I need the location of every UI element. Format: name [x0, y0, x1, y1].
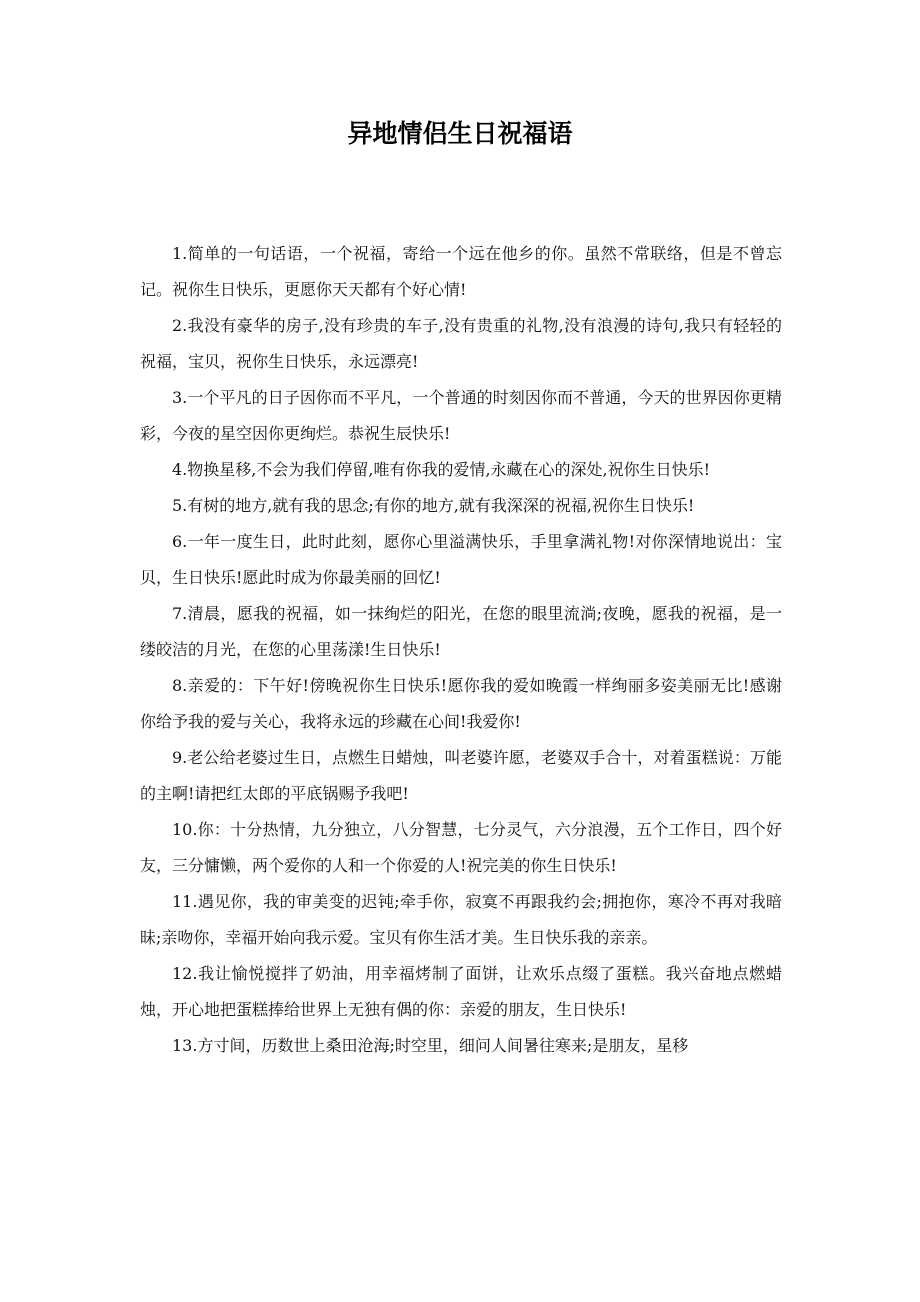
paragraph-4: 4.物换星移,不会为我们停留,唯有你我的爱情,永藏在心的深处,祝你生日快乐!: [172, 460, 711, 479]
paragraph-9: 9.老公给老婆过生日，点燃生日蜡烛，叫老婆许愿，老婆双手合十，对着蛋糕说：万能的主啊!请把红太郎的平底锅赐予我吧!: [140, 748, 782, 803]
paragraph-3: 3.一个平凡的日子因你而不平凡，一个普通的时刻因你而不普通，今天的世界因你更精彩，今夜的星空因你更绚烂。恭祝生辰快乐!: [140, 388, 782, 443]
paragraph-12: 12.我让愉悦搅拌了奶油，用幸福烤制了面饼，让欢乐点缀了蛋糕。我兴奋地点燃蜡烛，开心地把蛋糕捧给世界上无独有偶的你：亲爱的朋友，生日快乐!: [140, 964, 782, 1019]
paragraph-1: 1.简单的一句话语，一个祝福，寄给一个远在他乡的你。虽然不常联络，但是不曾忘记。祝你生日快乐，更愿你天天都有个好心情!: [140, 244, 782, 299]
paragraph-6: 6.一年一度生日，此时此刻，愿你心里溢满快乐，手里拿满礼物!对你深情地说出：宝贝，生日快乐!愿此时成为你最美丽的回忆!: [140, 532, 782, 587]
document-body: [140, 236, 782, 1064]
paragraph-2: 2.我没有豪华的房子,没有珍贵的车子,没有贵重的礼物,没有浪漫的诗句,我只有轻轻的祝福，宝贝，祝你生日快乐，永远漂亮!: [140, 316, 782, 371]
paragraph-8: 8.亲爱的：下午好!傍晚祝你生日快乐!愿你我的爱如晚霞一样绚丽多姿美丽无比!感谢你给予我的爱与关心，我将永远的珍藏在心间!我爱你!: [140, 676, 782, 731]
paragraph-10: 10.你：十分热情，九分独立，八分智慧，七分灵气，六分浪漫，五个工作日，四个好友，三分慵懒，两个爱你的人和一个你爱的人!祝完美的你生日快乐!: [140, 820, 782, 875]
paragraph-5: 5.有树的地方,就有我的思念;有你的地方,就有我深深的祝福,祝你生日快乐!: [172, 496, 695, 515]
paragraph-7: 7.清晨，愿我的祝福，如一抹绚烂的阳光，在您的眼里流淌;夜晚，愿我的祝福，是一缕皎洁的月光，在您的心里荡漾!生日快乐!: [140, 604, 782, 659]
paragraph-11: 11.遇见你，我的审美变的迟钝;牵手你，寂寞不再跟我约会;拥抱你，寒冷不再对我暗昧;亲吻你，幸福开始向我示爱。宝贝有你生活才美。生日快乐我的亲亲。: [140, 892, 782, 947]
page-title: 异地情侣生日祝福语: [347, 119, 573, 148]
paragraph-13: 13.方寸间，历数世上桑田沧海;时空里，细问人间暑往寒来;是朋友，星移: [172, 1036, 689, 1055]
